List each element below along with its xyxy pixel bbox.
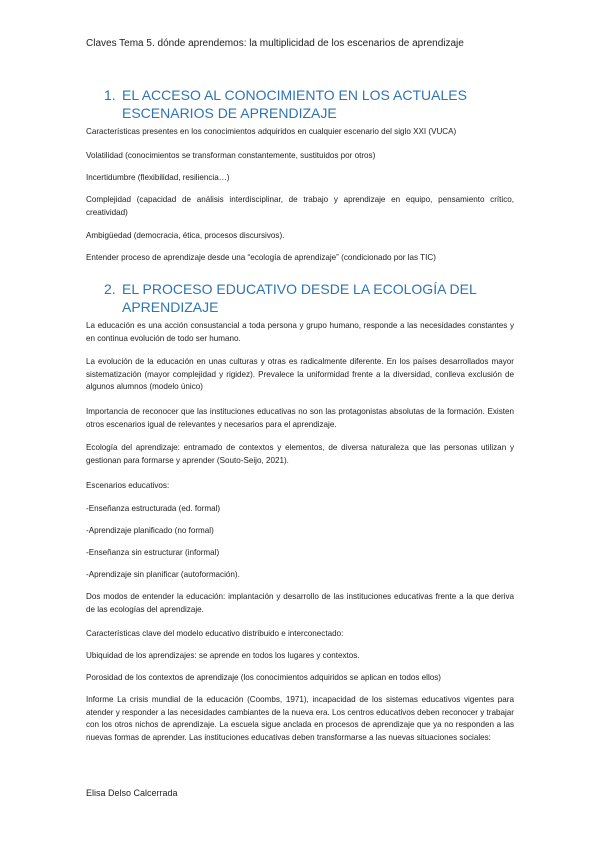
paragraph: Dos modos de entender la educación: implantación y desarrollo de las instituciones educativas frente a la que deriva de las ecologías del aprendizaje. <box>86 592 514 614</box>
paragraph: Informe La crisis mundial de la educación (Coombs, 1971), incapacidad de los sistemas educativos vigentes para atender y responder a las necesidades cambiantes de la nueva era. Los centros educativos deben reconocer y trabajar con los otros nichos de aprendizaje. La escuela sigue anclada en procesos de aprendizaje que ya no responden a las nuevas formas de aprender. Las instituciones educativas deben transformarse a las nuevas situaciones sociales: <box>86 695 514 742</box>
paragraph: La evolución de la educación en unas culturas y otras es radicalmente diferente. En los países desarrollados mayor sistematización (mayor complejidad y rigidez). Prevalece la uniformidad frente a la diversidad, conlleva exclusión de algunos alumnos (modelo único) <box>86 357 514 391</box>
paragraph: Incertidumbre (flexibilidad, resiliencia…) <box>86 173 230 182</box>
paragraph: Volatilidad (conocimientos se transforman constantemente, sustituidos por otros) <box>86 151 376 160</box>
paragraph: Porosidad de los contextos de aprendizaje (los conocimientos adquiridos se aplican en todos ellos) <box>86 673 441 682</box>
paragraph: La educación es una acción consustancial a toda persona y grupo humano, responde a las necesidades constantes y en continua evolución de todo ser humano. <box>86 321 514 343</box>
paragraph: Importancia de reconocer que las instituciones educativas no son las protagonistas absolutas de la formación. Existen otros escenarios igual de relevantes y necesarios para el aprendizaje. <box>86 407 514 429</box>
paragraph: -Enseñanza estructurada (ed. formal) <box>86 504 221 513</box>
section-number: 2. <box>104 281 116 297</box>
paragraph: -Aprendizaje sin planificar (autoformación). <box>86 570 240 579</box>
section-title: EL PROCESO EDUCATIVO DESDE LA ECOLOGÍA DEL APRENDIZAJE <box>122 281 477 315</box>
paragraph: Características presentes en los conocimientos adquiridos en cualquier escenario del siglo XXI (VUCA) <box>86 127 457 136</box>
paragraph: Ambigüedad (democracia, ética, procesos discursivos). <box>86 231 285 240</box>
paragraph: Escenarios educativos: <box>86 481 170 490</box>
paragraph: Entender proceso de aprendizaje desde una “ecología de aprendizaje” (condicionado por las TIC) <box>86 253 436 262</box>
paragraph: Complejidad (capacidad de análisis interdisciplinar, de trabajo y aprendizaje en equipo, pensamiento crítico, creatividad) <box>86 195 514 217</box>
paragraph: Ubiquidad de los aprendizajes: se aprende en todos los lugares y contextos. <box>86 651 360 660</box>
section-title: EL ACCESO AL CONOCIMIENTO EN LOS ACTUALES ESCENARIOS DE APRENDIZAJE <box>122 87 467 121</box>
page-footer: Elisa Delso Calcerrada <box>86 788 178 798</box>
section-number: 1. <box>104 87 116 103</box>
page-header: Claves Tema 5. dónde aprendemos: la multiplicidad de los escenarios de aprendizaje <box>86 38 464 49</box>
paragraph: -Enseñanza sin estructurar (informal) <box>86 548 220 557</box>
paragraph: Ecología del aprendizaje: entramado de contextos y elementos, de diversa naturaleza que las personas utilizan y gestionan para formarse y aprender (Souto-Seijo, 2021). <box>86 443 514 465</box>
paragraph: -Aprendizaje planificado (no formal) <box>86 526 214 535</box>
paragraph: Características clave del modelo educativo distribuido e interconectado: <box>86 629 344 638</box>
